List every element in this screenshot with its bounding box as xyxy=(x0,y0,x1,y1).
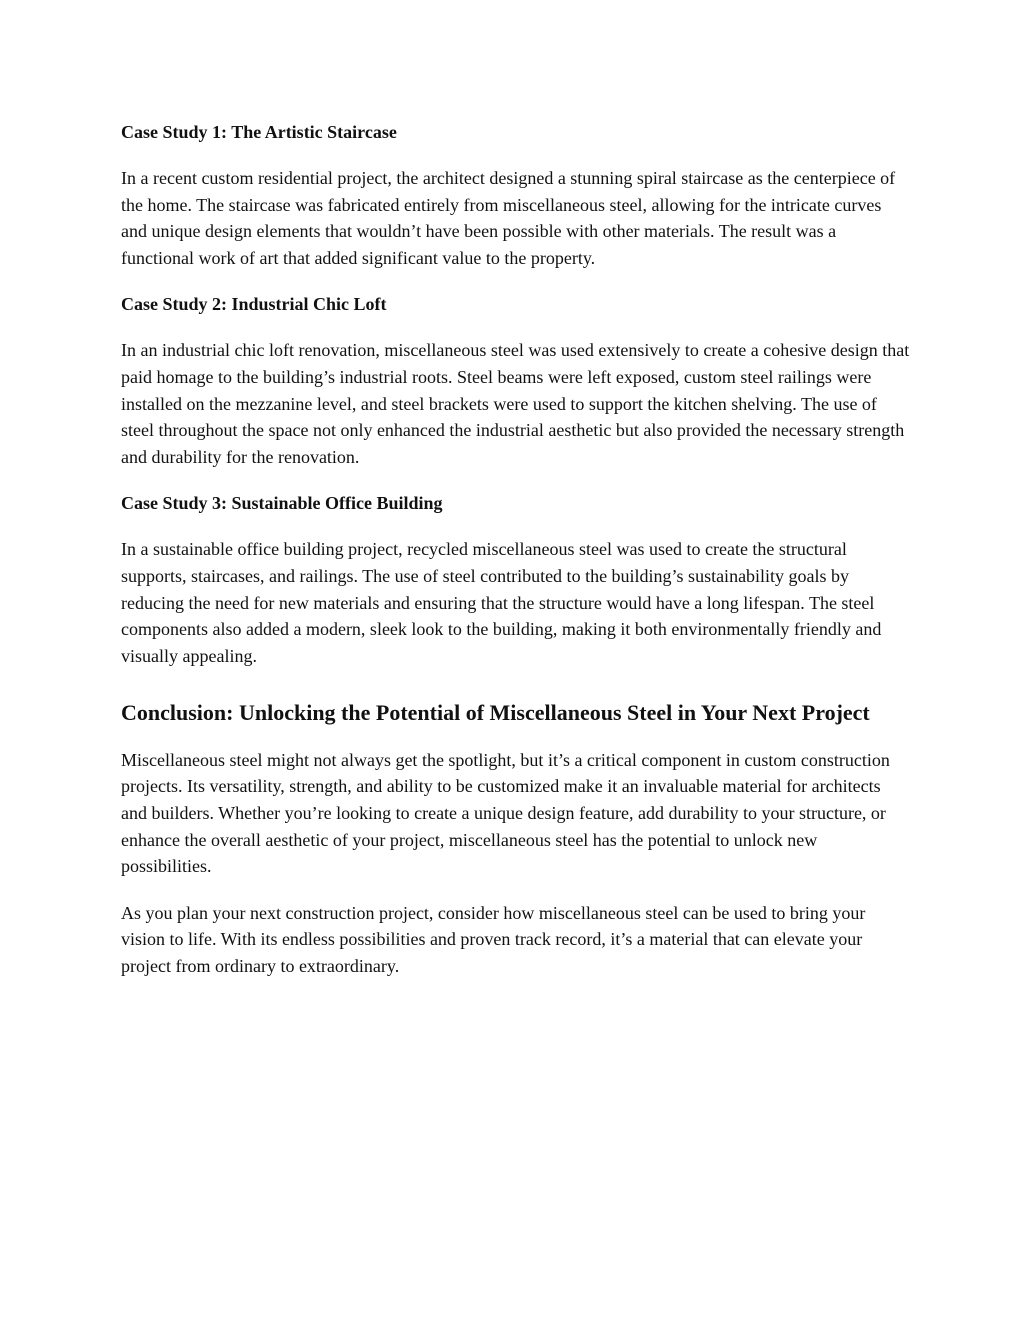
case-study-1 xyxy=(121,119,911,271)
case-study-heading: Case Study 1: The Artistic Staircase xyxy=(121,122,397,142)
case-study-heading: Case Study 3: Sustainable Office Building xyxy=(121,493,443,514)
case-study-body: In a sustainable office building project, recycled miscellaneous steel was used to create the structural supports, staircases, and railings. The use of steel contributed to the building’s sustainability goals by reducing the need for new materials and ensuring that the structure would have a long lifespan. The steel components also added a modern, sleek look to the building, making it both environmentally friendly and visually appealing. xyxy=(121,539,882,666)
case-study-heading: Case Study 2: Industrial Chic Loft xyxy=(121,294,387,315)
conclusion-heading: Conclusion: Unlocking the Potential of Miscellaneous Steel in Your Next Project xyxy=(121,700,870,726)
conclusion-section xyxy=(121,697,911,979)
conclusion-paragraph: Miscellaneous steel might not always get the spotlight, but it’s a critical component in custom construction projects. Its versatility, strength, and ability to be customized make it an invaluable material for architects and builders. Whether you’re looking to create a unique design feature, add durability to your structure, or enhance the overall aesthetic of your project, miscellaneous steel has the potential to unlock new possibilities. xyxy=(121,749,890,877)
case-study-2 xyxy=(121,291,911,470)
conclusion-paragraph: As you plan your next construction project, consider how miscellaneous steel can be used to bring your vision to life. With its endless possibilities and proven track record, it’s a material that can elevate your project from ordinary to extraordinary. xyxy=(121,902,866,976)
case-study-3 xyxy=(121,490,911,669)
case-study-body: In a recent custom residential project, the architect designed a stunning spiral staircase as the centerpiece of the home. The staircase was fabricated entirely from miscellaneous steel, allowing for the intricate curves and unique design elements that wouldn’t have been possible with other materials. The result was a functional work of art that added significant value to the property. xyxy=(121,168,896,268)
document-page xyxy=(121,119,911,1000)
case-study-body: In an industrial chic loft renovation, miscellaneous steel was used extensively to create a cohesive design that paid homage to the building’s industrial roots. Steel beams were left exposed, custom steel railings were installed on the mezzanine level, and steel brackets were used to support the kitchen shelving. The use of steel throughout the space not only enhanced the industrial aesthetic but also provided the necessary strength and durability for the renovation. xyxy=(121,340,910,467)
